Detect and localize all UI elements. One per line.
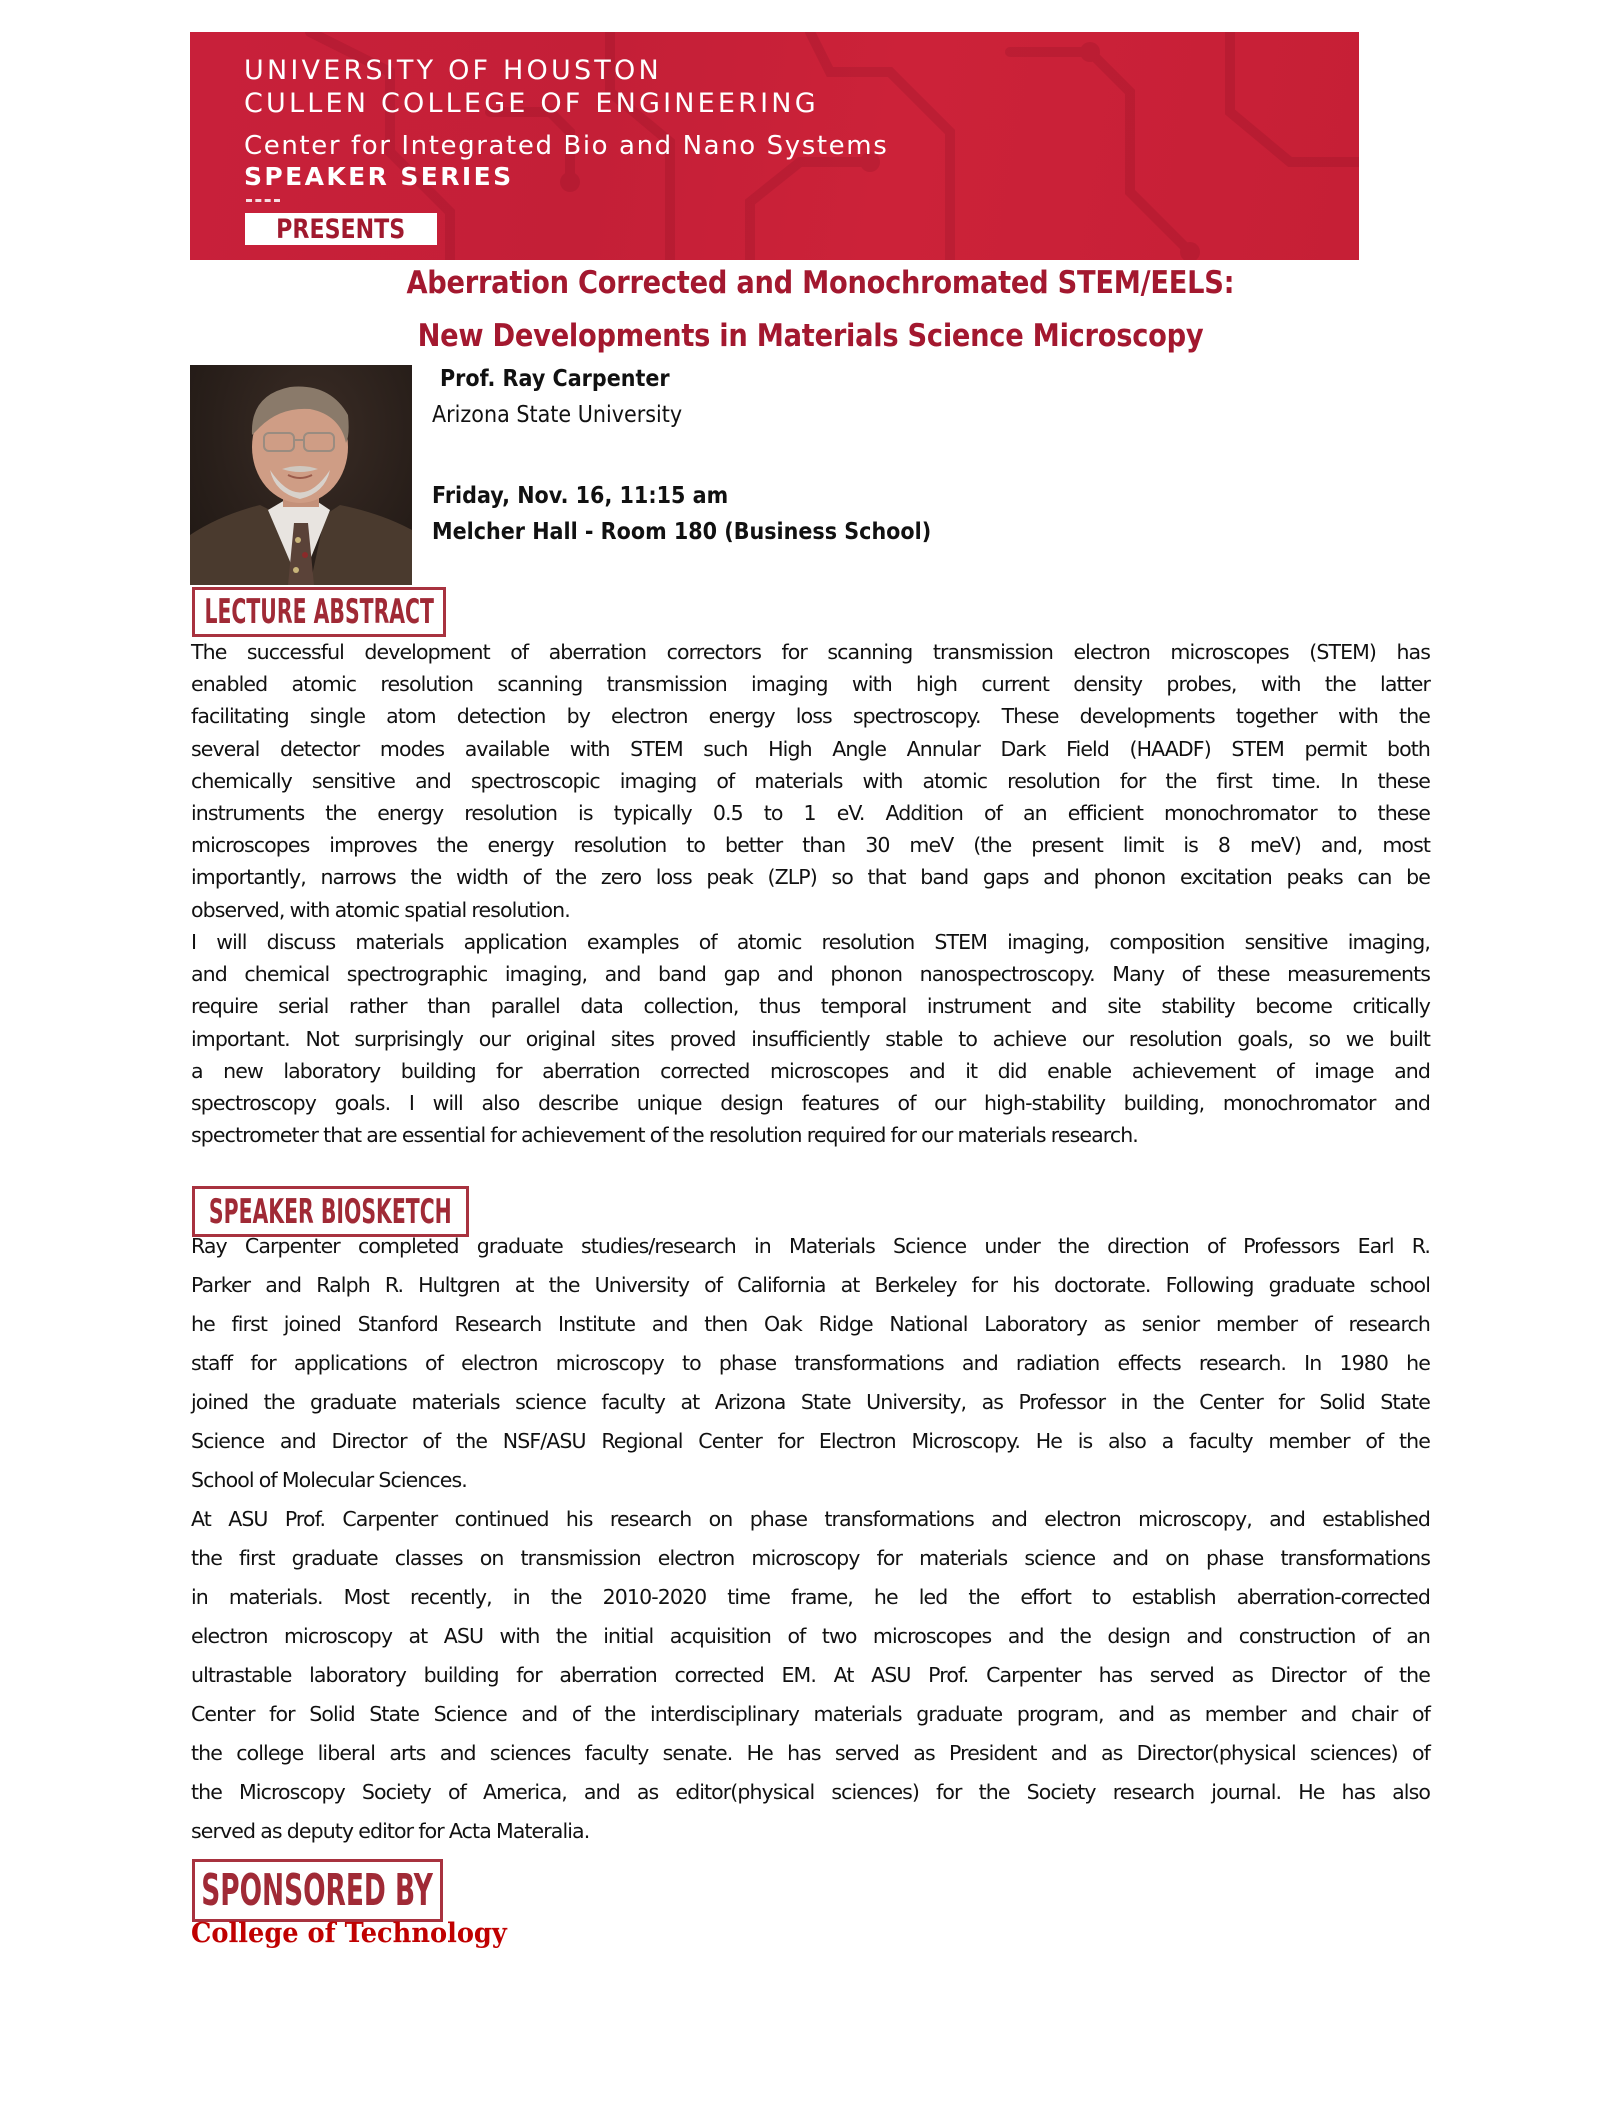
talk-title-text-1: Aberration Corrected and Monochromated STEM/EELS: bbox=[406, 265, 1234, 301]
speaker-name bbox=[440, 366, 695, 392]
paragraph-line: Ray Carpenter completed graduate studies/research in Materials Science under the direction of Professors Earl R. bbox=[191, 1234, 1430, 1258]
speaker-portrait-illustration bbox=[190, 365, 412, 585]
speaker-name-text: Prof. Ray Carpenter bbox=[440, 366, 670, 392]
paragraph-line: observed, with atomic spatial resolution. bbox=[191, 897, 570, 922]
talk-title-line-2 bbox=[180, 318, 1440, 354]
speaker-biosketch-label: SPEAKER BIOSKETCH bbox=[209, 1191, 452, 1232]
paragraph-line: I will discuss materials application examples of atomic resolution STEM imaging, composition sensitive imaging, bbox=[191, 930, 1430, 954]
paragraph-line: chemically sensitive and spectroscopic imaging of materials with atomic resolution for the first time. In these bbox=[191, 768, 1430, 793]
paragraph-line: require serial rather than parallel data collection, thus temporal instrument and site stability become critically bbox=[191, 994, 1430, 1019]
abstract-paragraph-2 bbox=[191, 926, 1430, 1151]
presents-label: PRESENTS bbox=[276, 213, 406, 245]
speaker-photo bbox=[190, 365, 412, 585]
header-banner bbox=[190, 32, 1359, 260]
paragraph-line: enabled atomic resolution scanning transmission imaging with high current density probes, with the latter bbox=[191, 672, 1430, 697]
lecture-abstract-heading bbox=[192, 587, 446, 637]
event-venue-text: Melcher Hall - Room 180 (Business School) bbox=[432, 519, 932, 545]
talk-title-line-1 bbox=[180, 265, 1460, 301]
banner-separator bbox=[246, 199, 280, 202]
talk-title-text-2: New Developments in Materials Science Microscopy bbox=[417, 318, 1203, 354]
sponsored-by-heading bbox=[192, 1859, 443, 1922]
paragraph-line: the Microscopy Society of America, and as editor(physical sciences) for the Society research journal. He has also bbox=[191, 1780, 1430, 1804]
sponsor-name bbox=[191, 1918, 523, 1949]
biosketch-paragraph-1 bbox=[191, 1227, 1430, 1500]
paragraph-line: electron microscopy at ASU with the initial acquisition of two microscopes and the design and construction of an bbox=[191, 1624, 1430, 1648]
paragraph-line: staff for applications of electron microscopy to phase transformations and radiation effects research. In 1980 he bbox=[191, 1351, 1430, 1375]
paragraph-line: At ASU Prof. Carpenter continued his research on phase transformations and electron microscopy, and established bbox=[191, 1507, 1430, 1531]
abstract-paragraph-1 bbox=[191, 636, 1430, 926]
paragraph-line: in materials. Most recently, in the 2010-2020 time frame, he led the effort to establish aberration-corrected bbox=[191, 1585, 1430, 1609]
paragraph-line: instruments the energy resolution is typically 0.5 to 1 eV. Addition of an efficient monochromator to these bbox=[191, 800, 1430, 825]
paragraph-line: The successful development of aberration correctors for scanning transmission electron microscopes (STEM) has bbox=[191, 640, 1430, 664]
paragraph-line: he first joined Stanford Research Institute and then Oak Ridge National Laboratory as senior member of research bbox=[191, 1312, 1430, 1336]
paragraph-line: important. Not surprisingly our original sites proved insufficiently stable to achieve our resolution goals, so we built bbox=[191, 1026, 1430, 1051]
paragraph-line: spectrometer that are essential for achievement of the resolution required for our materials research. bbox=[191, 1123, 1138, 1148]
sponsor-name-text: College of Technology bbox=[191, 1918, 507, 1949]
banner-college: CULLEN COLLEGE OF ENGINEERING bbox=[244, 88, 819, 119]
paragraph-line: and chemical spectrographic imaging, and band gap and phonon nanospectroscopy. Many of these measurements bbox=[191, 962, 1430, 987]
paragraph-line: ultrastable laboratory building for aberration corrected EM. At ASU Prof. Carpenter has served as Director of the bbox=[191, 1663, 1430, 1687]
paragraph-line: importantly, narrows the width of the zero loss peak (ZLP) so that band gaps and phonon excitation peaks can be bbox=[191, 865, 1430, 890]
paragraph-line: Center for Solid State Science and of the interdisciplinary materials graduate program, and as member and chair of bbox=[191, 1702, 1430, 1726]
banner-university: UNIVERSITY OF HOUSTON bbox=[244, 55, 662, 86]
paragraph-line: Parker and Ralph R. Hultgren at the University of California at Berkeley for his doctorate. Following graduate school bbox=[191, 1273, 1430, 1297]
paragraph-line: School of Molecular Sciences. bbox=[191, 1468, 467, 1492]
banner-center: Center for Integrated Bio and Nano Systems bbox=[244, 131, 889, 161]
paragraph-line: several detector modes available with STEM such High Angle Annular Dark Field (HAADF) STEM permit both bbox=[191, 736, 1430, 761]
event-datetime-text: Friday, Nov. 16, 11:15 am bbox=[432, 483, 729, 509]
banner-series: SPEAKER SERIES bbox=[244, 162, 514, 191]
paragraph-line: the college liberal arts and sciences faculty senate. He has served as President and as Director(physical sciences) of bbox=[191, 1741, 1430, 1765]
paragraph-line: joined the graduate materials science faculty at Arizona State University, as Professor in the Center for Solid State bbox=[191, 1390, 1430, 1414]
event-venue bbox=[432, 519, 987, 545]
biosketch-paragraph-2 bbox=[191, 1500, 1430, 1851]
paragraph-line: the first graduate classes on transmission electron microscopy for materials science and on phase transformations bbox=[191, 1546, 1430, 1570]
sponsored-by-label: SPONSORED BY bbox=[201, 1865, 434, 1916]
speaker-affiliation bbox=[432, 402, 710, 428]
paragraph-line: spectroscopy goals. I will also describe unique design features of our high-stability building, monochromator and bbox=[191, 1090, 1430, 1115]
presents-badge bbox=[245, 213, 437, 245]
paragraph-line: served as deputy editor for Acta Materalia. bbox=[191, 1819, 590, 1843]
speaker-affiliation-text: Arizona State University bbox=[432, 402, 683, 428]
paragraph-line: a new laboratory building for aberration corrected microscopes and it did enable achievement of image and bbox=[191, 1058, 1430, 1083]
paragraph-line: microscopes improves the energy resolution to better than 30 meV (the present limit is 8 meV) and, most bbox=[191, 833, 1430, 858]
event-datetime bbox=[432, 483, 761, 509]
paragraph-line: facilitating single atom detection by electron energy loss spectroscopy. These developments together with the bbox=[191, 704, 1430, 729]
paragraph-line: Science and Director of the NSF/ASU Regional Center for Electron Microscopy. He is also a faculty member of the bbox=[191, 1429, 1430, 1453]
lecture-abstract-label: LECTURE ABSTRACT bbox=[204, 592, 434, 632]
